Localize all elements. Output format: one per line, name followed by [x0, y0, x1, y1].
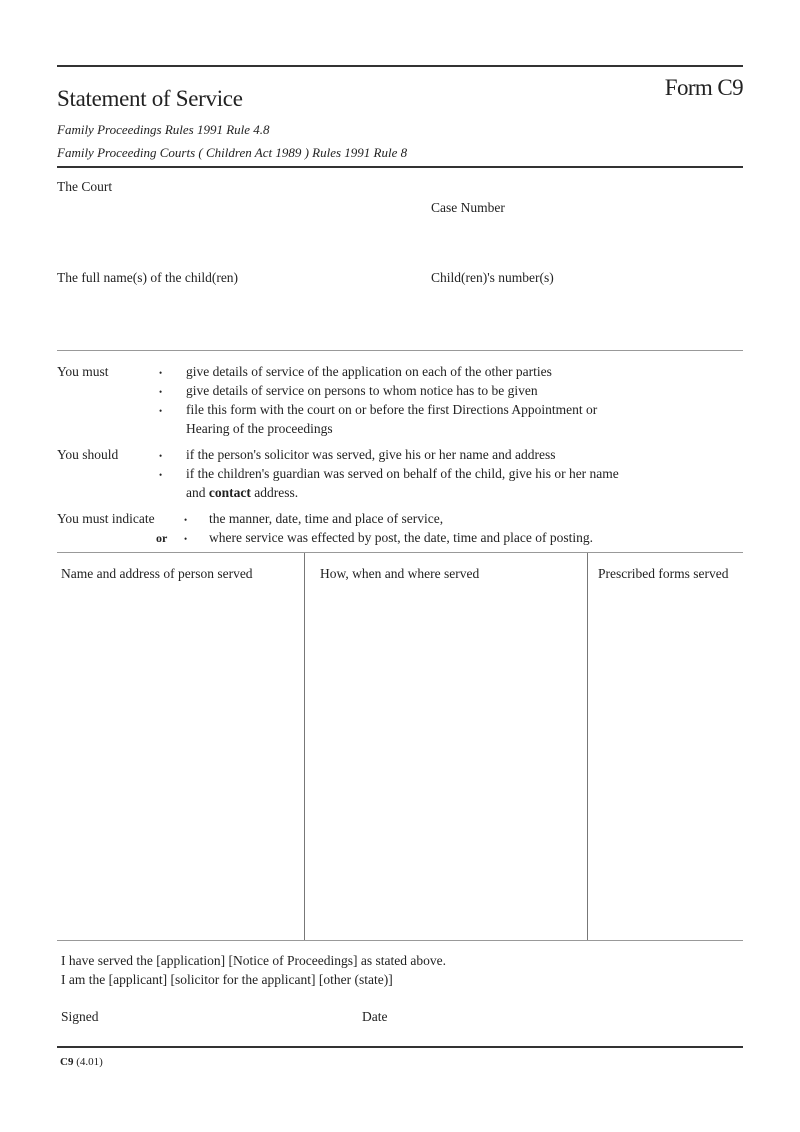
signed-label: Signed — [61, 1009, 99, 1024]
bullet: • — [184, 515, 188, 525]
top-rule — [57, 65, 743, 67]
should-item-continued — [186, 485, 298, 501]
must-label: You must — [57, 364, 109, 379]
fields-rule — [57, 350, 743, 351]
header-rule — [57, 166, 743, 168]
indicate-label: You must indicate — [57, 511, 155, 526]
should-item: if the person's solicitor was served, give his or her name and address — [186, 447, 556, 462]
date-label: Date — [362, 1009, 388, 1024]
should-cont-bold: contact — [208, 485, 251, 500]
col-header-forms: Prescribed forms served — [598, 566, 729, 581]
footer-rule — [57, 1046, 743, 1048]
rule-reference-2: Family Proceeding Courts ( Children Act 1989 ) Rules 1991 Rule 8 — [57, 145, 408, 160]
col-header-how: How, when and where served — [320, 566, 480, 581]
bullet: • — [184, 534, 188, 544]
bullet: • — [159, 451, 163, 461]
person-served-field[interactable] — [57, 585, 303, 939]
indicate-item: the manner, date, time and place of service, — [209, 511, 444, 526]
form-number: Form C9 — [664, 75, 743, 100]
court-label: The Court — [57, 179, 113, 194]
declaration-line-2: I am the [applicant] [solicitor for the applicant] [other (state)] — [61, 972, 393, 987]
table-bottom-rule — [57, 940, 743, 941]
should-cont-suffix: address. — [254, 485, 299, 500]
child-numbers-label: Child(ren)'s number(s) — [431, 270, 554, 285]
form-version: (4.01) — [76, 1056, 103, 1068]
how-served-field[interactable] — [305, 585, 586, 939]
must-item: give details of service on persons to whom notice has to be given — [186, 383, 538, 398]
child-names-label: The full name(s) of the child(ren) — [57, 270, 239, 285]
must-item: give details of service of the application on each of the other parties — [186, 364, 552, 379]
table-top-rule — [57, 552, 743, 553]
rule-reference-1: Family Proceedings Rules 1991 Rule 4.8 — [57, 122, 270, 137]
should-cont-prefix: and — [186, 485, 206, 500]
indicate-item: where service was effected by post, the date, time and place of posting. — [209, 530, 593, 545]
must-item: file this form with the court on or before the first Directions Appointment or — [186, 402, 598, 417]
col-header-person: Name and address of person served — [61, 566, 253, 581]
bullet: • — [159, 387, 163, 397]
forms-served-field[interactable] — [588, 585, 743, 939]
form-code — [60, 1056, 103, 1068]
bullet: • — [159, 470, 163, 480]
must-item: Hearing of the proceedings — [186, 421, 333, 436]
form-code-id: C9 — [60, 1056, 74, 1068]
bullet: • — [159, 406, 163, 416]
page-title: Statement of Service — [57, 86, 243, 111]
bullet: • — [159, 368, 163, 378]
declaration-line-1: I have served the [application] [Notice of Proceedings] as stated above. — [61, 953, 446, 968]
or-label: or — [156, 531, 168, 545]
should-item: if the children's guardian was served on behalf of the child, give his or her name — [186, 466, 619, 481]
case-number-label: Case Number — [431, 200, 505, 215]
should-label: You should — [57, 447, 119, 462]
